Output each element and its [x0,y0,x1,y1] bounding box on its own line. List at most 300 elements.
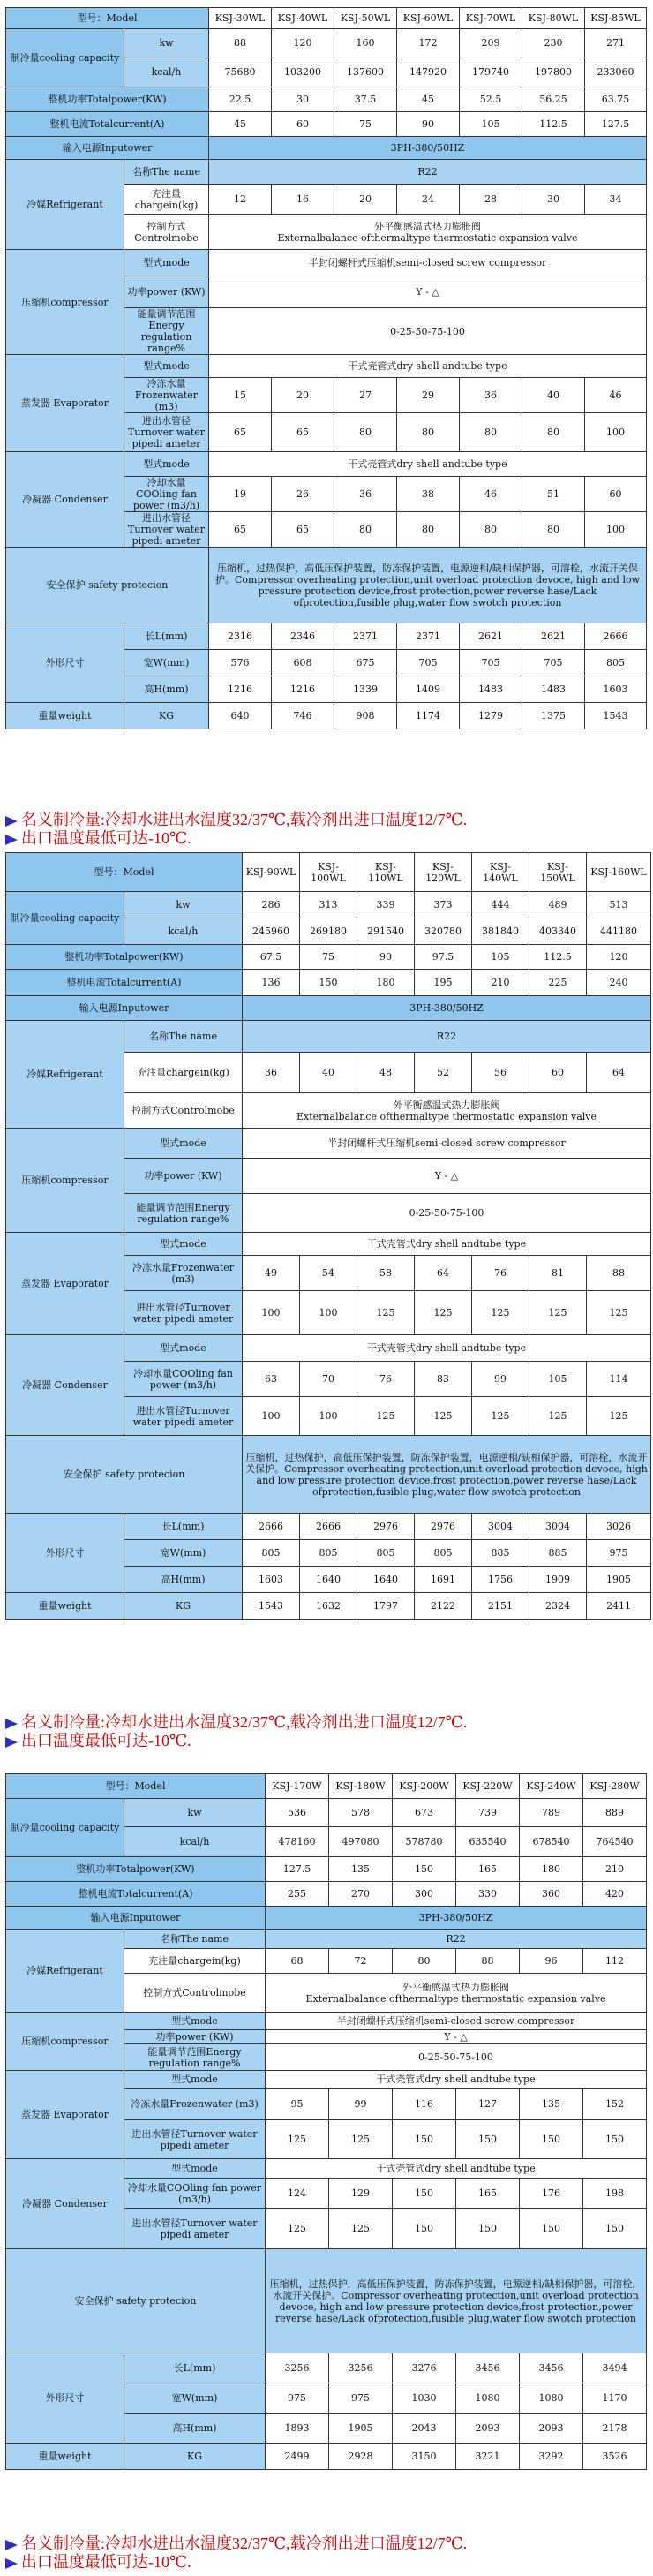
cond-flow-label: 冷却水量COOling fan power (m3/h) [124,477,209,512]
total-current-cell: 240 [587,970,651,996]
total-current-cell: 420 [583,1882,647,1907]
ref-charge-label: 充注量chargein(kg) [124,1053,243,1093]
model-cell: KSJ-70WL [460,8,522,29]
kw-cell: 271 [585,29,647,57]
safety-row [6,1436,651,1514]
length-cell: 3456 [456,2353,520,2383]
total-power-cell: 112.5 [529,945,587,970]
kw-cell: 789 [520,1799,583,1827]
height-cell: 1905 [329,2414,393,2444]
total-power-cell: 127.5 [266,1857,329,1882]
evap-pipe-cell: 125 [266,2120,329,2159]
evap-flow-cell: 81 [529,1256,587,1291]
cooling-label: 制冷量cooling capacity [6,29,124,87]
weight-cell: 1797 [357,1593,415,1620]
model-cell: KSJ-80WL [522,8,585,29]
length-cell: 3256 [329,2353,393,2383]
evap-flow-cell: 36 [460,378,522,413]
total-power-cell: 63.75 [585,87,647,112]
comp-type-label: 型式mode [124,250,209,276]
charge-cell: 12 [209,185,272,215]
charge-cell: 16 [272,185,334,215]
kcal-cell: 497080 [329,1827,393,1857]
total-current-cell: 255 [266,1882,329,1907]
kw-cell: 286 [243,892,300,918]
height-cell: 1893 [266,2414,329,2444]
length-cell: 3276 [393,2353,456,2383]
total-current-cell: 105 [460,112,522,137]
model-row [6,8,647,29]
model-cell: KSJ-180W [329,1774,393,1799]
safety-label: 安全保护 safety protecion [6,1436,243,1514]
kcal-cell: 75680 [209,57,272,87]
weight-cell: 3150 [393,2444,456,2470]
charge-cell: 34 [585,185,647,215]
width-cell: 1170 [583,2383,647,2414]
total-power-cell: 165 [456,1857,520,1882]
comp-power-value: Y - △ [243,1159,651,1194]
total-power-cell: 180 [520,1857,583,1882]
arrow-right-icon [5,2558,18,2569]
charge-cell: 20 [334,185,397,215]
model-row [6,853,651,892]
dimensions-label: 外形尺寸 [6,623,124,703]
comp-type-value: 半封闭螺杆式压缩机semi-closed screw compressor [266,2013,647,2030]
kw-cell: 489 [529,892,587,918]
cond-pipe-cell: 150 [456,2209,520,2249]
input-power-row [6,996,651,1021]
cond-flow-cell: 63 [243,1362,300,1397]
length-cell: 2666 [243,1514,300,1540]
cond-flow-cell: 198 [583,2179,647,2209]
total-current-cell: 127.5 [585,112,647,137]
evap-pipe-cell: 80 [397,413,460,452]
total-current-cell: 360 [520,1882,583,1907]
kw-cell: 209 [460,29,522,57]
total-current-cell: 225 [529,970,587,996]
compressor-label: 压缩机compressor [6,250,124,355]
charge-cell: 96 [520,1949,583,1974]
control-mode-value-cn: 外平衡感温式热力膨胀阀 [402,1981,509,1993]
weight-row [6,1593,651,1620]
total-power-cell: 150 [393,1857,456,1882]
control-mode-label: 控制方式Controlmobe [124,1974,266,2013]
cooling-label: 制冷量cooling capacity [6,1799,124,1857]
charge-cell: 112 [583,1949,647,1974]
length-cell: 2976 [415,1514,472,1540]
weight-row [6,703,647,729]
height-cell: 2093 [456,2414,520,2444]
note-line [0,2534,653,2553]
evap-pipe-label: 进出水管径Turnover water pipedi ameter [124,413,209,452]
total-power-cell: 90 [357,945,415,970]
cond-pipe-cell: 125 [329,2209,393,2249]
cond-pipe-cell: 150 [583,2209,647,2249]
kcal-cell: 103200 [272,57,334,87]
cond-flow-cell: 36 [334,477,397,512]
ref-charge-label: 充注量chargein(kg) [124,1949,266,1974]
comp-power-value: Y - △ [209,276,647,308]
total-current-row [6,112,647,137]
evap-type-label: 型式mode [124,2071,266,2089]
weight-cell: 640 [209,703,272,729]
cond-flow-cell: 176 [520,2179,583,2209]
length-label: 长L(mm) [124,2353,266,2383]
total-current-cell: 112.5 [522,112,585,137]
charge-cell: 28 [460,185,522,215]
evap-pipe-cell: 125 [357,1291,415,1335]
arrow-right-icon [5,2540,18,2550]
cond-pipe-cell: 100 [300,1397,357,1436]
total-power-label: 整机功率Totalpower(KW) [6,87,209,112]
evap-pipe-cell: 150 [520,2120,583,2159]
length-row [6,2353,647,2383]
kw-cell: 513 [587,892,651,918]
length-cell: 2316 [209,623,272,650]
cond-pipe-cell: 125 [587,1397,651,1436]
comp-type-value: 半封闭螺杆式压缩机semi-closed screw compressor [243,1129,651,1159]
control-mode-value-en: Externalbalance ofthermaltype thermostatic expansion valve [305,1992,606,2005]
model-label: 型号：Model [6,853,243,892]
cond-flow-cell: 124 [266,2179,329,2209]
evap-flow-cell: 40 [522,378,585,413]
cond-pipe-cell: 100 [585,512,647,548]
comp-type-label: 型式mode [124,2013,266,2030]
total-current-cell: 60 [272,112,334,137]
safety-value: 压缩机，过热保护，高低压保护装置，防冻保护装置，电源逆相/缺相保护器，可溶栓，水流开关保护。Compressor overheating protection,unit overload protection devoce, high and low pressure protection device,frost protection,power reverse hase/Lack ofprotection,fusible plug,water flow swotch protection [266,2249,647,2353]
charge-cell: 40 [300,1053,357,1093]
width-cell: 805 [243,1540,300,1567]
weight-cell: 746 [272,703,334,729]
width-cell: 1080 [520,2383,583,2414]
length-cell: 3004 [472,1514,529,1540]
total-current-cell: 45 [209,112,272,137]
model-cell: KSJ-110WL [357,853,415,892]
cond-flow-cell: 26 [272,477,334,512]
total-current-cell: 330 [456,1882,520,1907]
evap-pipe-cell: 125 [587,1291,651,1335]
evap-type-label: 型式mode [124,1233,243,1256]
cond-pipe-cell: 125 [266,2209,329,2249]
evap-flow-cell: 27 [334,378,397,413]
height-cell: 2178 [583,2414,647,2444]
refrigerant-name-row [6,1021,651,1053]
control-mode-label: 控制方式Controlmobe [124,215,209,250]
width-cell: 805 [415,1540,472,1567]
kcal-cell: 320780 [415,918,472,945]
evap-flow-cell: 29 [397,378,460,413]
total-power-row [6,1857,647,1882]
control-mode-value [209,215,647,250]
width-cell: 885 [529,1540,587,1567]
comp-type-row [6,1129,651,1159]
total-current-cell: 195 [415,970,472,996]
cond-flow-label: 冷却水量COOling fan power (m3/h) [124,2179,266,2209]
evap-flow-cell: 88 [587,1256,651,1291]
kcal-cell: 478160 [266,1827,329,1857]
capacity-reg-label: 能量调节范围Energy regulation range% [124,1194,243,1233]
comp-type-row [6,2013,647,2030]
cond-pipe-cell: 150 [393,2209,456,2249]
cond-pipe-cell: 100 [243,1397,300,1436]
compressor-label: 压缩机compressor [6,2013,124,2071]
cond-flow-cell: 83 [415,1362,472,1397]
evaporator-label: 蒸发器 Evaporator [6,1233,124,1335]
kcal-cell: 137600 [334,57,397,87]
cond-type-label: 型式mode [124,1335,243,1362]
evap-flow-cell: 152 [583,2089,647,2120]
weight-cell: 2151 [472,1593,529,1620]
total-current-label: 整机电流Totalcurrent(A) [6,112,209,137]
height-cell: 2093 [520,2414,583,2444]
total-power-cell: 56.25 [522,87,585,112]
condenser-label: 冷凝器 Condenser [6,1335,124,1436]
evap-flow-cell: 76 [472,1256,529,1291]
cond-pipe-cell: 65 [272,512,334,548]
weight-cell: 1632 [300,1593,357,1620]
length-cell: 2976 [357,1514,415,1540]
cooling-label: 制冷量cooling capacity [6,892,124,945]
kcal-cell: 381840 [472,918,529,945]
weight-cell: 2122 [415,1593,472,1620]
length-cell: 2371 [334,623,397,650]
kw-cell: 120 [272,29,334,57]
control-mode-value-en: Externalbalance ofthermaltype thermostatic expansion valve [277,231,578,244]
model-label: 型号：Model [6,1774,266,1799]
input-power-value: 3PH-380/50HZ [243,996,651,1021]
control-mode-value-en: Externalbalance ofthermaltype thermostatic expansion valve [296,1110,597,1122]
dimensions-label: 外形尺寸 [6,1514,124,1593]
charge-cell: 88 [456,1949,520,1974]
note-text: 名义制冷量:冷却水进出水温度32/37℃,载冷剂出进口温度12/7℃. [21,811,468,828]
weight-unit: KG [124,703,209,729]
total-current-cell: 210 [472,970,529,996]
kcal-cell: 269180 [300,918,357,945]
cond-pipe-cell: 125 [472,1397,529,1436]
spec-table-section-1 [0,7,653,729]
input-power-row [6,1907,647,1930]
cond-flow-cell: 60 [585,477,647,512]
total-power-cell: 67.5 [243,945,300,970]
total-current-cell: 75 [334,112,397,137]
evap-pipe-cell: 80 [460,413,522,452]
evap-type-label: 型式mode [124,355,209,378]
length-cell: 3494 [583,2353,647,2383]
total-current-label: 整机电流Totalcurrent(A) [6,1882,266,1907]
capacity-reg-value: 0-25-50-75-100 [266,2044,647,2071]
evap-flow-cell: 20 [272,378,334,413]
evap-type-value: 干式壳管式dry shell andtube type [243,1233,651,1256]
kcal-unit: kcal/h [124,918,243,945]
total-current-cell: 150 [300,970,357,996]
width-cell: 975 [329,2383,393,2414]
model-cell: KSJ-200W [393,1774,456,1799]
evap-flow-cell: 99 [329,2089,393,2120]
cond-pipe-label: 进出水管径Turnover water pipedi ameter [124,2209,266,2249]
weight-cell: 3526 [583,2444,647,2470]
weight-cell: 1174 [397,703,460,729]
model-cell: KSJ-160WL [587,853,651,892]
height-label: 高H(mm) [124,1567,243,1593]
evap-pipe-cell: 65 [272,413,334,452]
note-text: 出口温度最低可达-10℃. [21,829,191,847]
ref-name-label: 名称The name [124,1021,243,1053]
kcal-cell: 179740 [460,57,522,87]
weight-unit: KG [124,2444,266,2470]
weight-unit: KG [124,1593,243,1620]
spec-table-3 [5,1773,647,2470]
weight-cell: 2411 [587,1593,651,1620]
model-cell: KSJ-85WL [585,8,647,29]
cond-type-label: 型式mode [124,452,209,477]
kw-cell: 536 [266,1799,329,1827]
kw-cell: 339 [357,892,415,918]
evap-flow-cell: 95 [266,2089,329,2120]
weight-cell: 3292 [520,2444,583,2470]
total-power-cell: 52.5 [460,87,522,112]
total-power-cell: 135 [329,1857,393,1882]
charge-cell: 52 [415,1053,472,1093]
charge-cell: 24 [397,185,460,215]
cond-flow-cell: 38 [397,477,460,512]
kcal-unit: kcal/h [124,57,209,87]
model-cell: KSJ-220W [456,1774,520,1799]
height-cell: 1905 [587,1567,651,1593]
cond-flow-cell: 114 [587,1362,651,1397]
kcal-cell: 147920 [397,57,460,87]
arrow-right-icon [5,1737,18,1748]
evap-pipe-cell: 80 [522,413,585,452]
total-power-row [6,87,647,112]
total-power-cell: 30 [272,87,334,112]
charge-cell: 72 [329,1949,393,1974]
model-label: 型号：Model [6,8,209,29]
arrow-right-icon [5,816,18,827]
evap-flow-cell: 46 [585,378,647,413]
cond-flow-cell: 51 [522,477,585,512]
length-cell: 2666 [300,1514,357,1540]
length-cell: 2371 [397,623,460,650]
notes-block-2 [0,1713,653,1750]
height-label: 高H(mm) [124,676,209,703]
charge-cell: 80 [393,1949,456,1974]
evap-flow-cell: 116 [393,2089,456,2120]
comp-type-value: 半封闭螺杆式压缩机semi-closed screw compressor [209,250,647,276]
capacity-reg-value: 0-25-50-75-100 [209,308,647,355]
width-cell: 805 [300,1540,357,1567]
kcal-cell: 578780 [393,1827,456,1857]
control-mode-value-cn: 外平衡感温式热力膨胀阀 [393,1099,500,1111]
kw-unit: kw [124,1799,266,1827]
cond-flow-cell: 19 [209,477,272,512]
evap-pipe-label: 进出水管径Turnover water pipedi ameter [124,1291,243,1335]
width-cell: 1080 [456,2383,520,2414]
cond-pipe-cell: 125 [357,1397,415,1436]
model-cell: KSJ-60WL [397,8,460,29]
total-power-cell: 210 [583,1857,647,1882]
kw-cell: 739 [456,1799,520,1827]
cond-pipe-label: 进出水管径Turnover water pipedi ameter [124,1397,243,1436]
cond-flow-cell: 76 [357,1362,415,1397]
evap-flow-label: 冷冻水量Frozenwater (m3) [124,1256,243,1291]
ref-name-value: R22 [243,1021,651,1053]
arrow-right-icon [5,1719,18,1729]
kw-unit: kw [124,29,209,57]
control-mode-value-cn: 外平衡感温式热力膨胀阀 [374,220,481,232]
width-cell: 885 [472,1540,529,1567]
kw-cell: 230 [522,29,585,57]
note-text: 名义制冷量:冷却水进出水温度32/37℃,载冷剂出进口温度12/7℃. [21,2534,468,2552]
height-cell: 1603 [585,676,647,703]
refrigerant-label: 冷媒Refrigerant [6,160,124,250]
cond-pipe-cell: 125 [529,1397,587,1436]
height-label: 高H(mm) [124,2414,266,2444]
total-current-cell: 136 [243,970,300,996]
cooling-kw-row [6,1799,647,1827]
note-line [0,1732,653,1750]
total-power-cell: 75 [300,945,357,970]
height-cell: 1216 [272,676,334,703]
height-cell: 1339 [334,676,397,703]
height-cell: 1756 [472,1567,529,1593]
evap-type-value: 干式壳管式dry shell andtube type [209,355,647,378]
cond-pipe-cell: 80 [397,512,460,548]
evap-pipe-cell: 65 [209,413,272,452]
ref-name-label: 名称The name [124,1930,266,1949]
width-cell: 805 [357,1540,415,1567]
kcal-cell: 245960 [243,918,300,945]
cond-pipe-cell: 65 [209,512,272,548]
evap-pipe-cell: 100 [243,1291,300,1335]
compressor-label: 压缩机compressor [6,1129,124,1233]
weight-label: 重量weight [6,1593,124,1620]
width-label: 宽W(mm) [124,2383,266,2414]
model-cell: KSJ-50WL [334,8,397,29]
model-cell: KSJ-120WL [415,853,472,892]
length-cell: 3256 [266,2353,329,2383]
capacity-reg-label: 能量调节范围Energy regulation range% [124,2044,266,2071]
cond-type-label: 型式mode [124,2159,266,2179]
cond-pipe-cell: 150 [520,2209,583,2249]
kw-cell: 889 [583,1799,647,1827]
evap-pipe-cell: 150 [456,2120,520,2159]
spec-table-section-2 [0,852,653,1620]
kw-cell: 88 [209,29,272,57]
total-current-cell: 90 [397,112,460,137]
weight-cell: 1543 [243,1593,300,1620]
model-cell: KSJ-40WL [272,8,334,29]
comp-power-label: 功率power (KW) [124,1159,243,1194]
cooling-kw-row [6,29,647,57]
ref-charge-label: 充注量chargein(kg) [124,185,209,215]
note-line [0,2553,653,2572]
width-label: 宽W(mm) [124,650,209,676]
refrigerant-name-row [6,160,647,185]
evap-pipe-cell: 150 [583,2120,647,2159]
cond-type-value: 干式壳管式dry shell andtube type [209,452,647,477]
cond-pipe-label: 进出水管径Turnover water pipedi ameter [124,512,209,548]
height-cell: 1603 [243,1567,300,1593]
weight-cell: 2324 [529,1593,587,1620]
kw-cell: 673 [393,1799,456,1827]
total-current-cell: 270 [329,1882,393,1907]
model-cell: KSJ-30WL [209,8,272,29]
width-label: 宽W(mm) [124,1540,243,1567]
evap-pipe-label: 进出水管径Turnover water pipedi ameter [124,2120,266,2159]
total-current-cell: 300 [393,1882,456,1907]
length-cell: 3026 [587,1514,651,1540]
kcal-cell: 441180 [587,918,651,945]
